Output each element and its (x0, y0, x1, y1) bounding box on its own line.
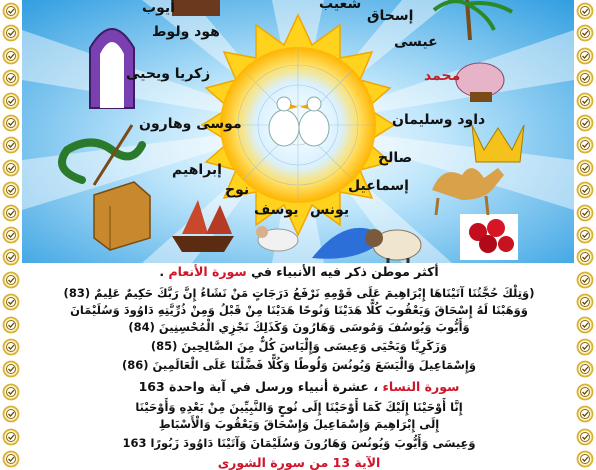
label-muhammad: محمد (424, 68, 461, 84)
label-musa-harun: موسى وهارون (139, 116, 242, 132)
ring-ornament (2, 428, 20, 446)
decorative-border-left (0, 0, 22, 470)
ring-ornament (2, 69, 20, 87)
ring-ornament (576, 92, 594, 110)
ring-ornament (576, 383, 594, 401)
ring-ornament (2, 114, 20, 132)
ring-ornament (2, 92, 20, 110)
ring-ornament (2, 136, 20, 154)
label-yusuf: يوسف (254, 202, 299, 218)
ring-ornament (2, 2, 20, 20)
ring-ornament (576, 114, 594, 132)
roses-image (460, 214, 518, 260)
label-shuayb: شعيب (319, 0, 362, 12)
ring-ornament (2, 316, 20, 334)
ring-ornament (576, 24, 594, 42)
label-dawud-sulayman: داود وسليمان (392, 112, 486, 128)
ring-ornament (2, 293, 20, 311)
ring-ornament (576, 2, 594, 20)
ring-ornament (2, 24, 20, 42)
ring-ornament (576, 159, 594, 177)
ring-ornament (576, 293, 594, 311)
verse-163-part1: إِنَّا أَوْحَيْنَا إِلَيْكَ كَمَا أَوْحَيْنَا إِلَى نُوحٍ وَالنَّبِيِّينَ مِنْ بَعْدِهِ وَأَوْحَيْنَا (135, 400, 463, 414)
ring-ornament (576, 428, 594, 446)
ring-ornament (576, 316, 594, 334)
ring-ornament (2, 271, 20, 289)
verse-84-part1: وَوَهَبْنَا لَهُ إِسْحَاقَ وَيَعْقُوبَ كُلًّا هَدَيْنَا وَنُوحًا هَدَيْنَا مِنْ قَبْلُ وَمِنْ ذُرِّيَّتِهِ دَاوُودَ وَسُلَيْمَانَ (70, 303, 528, 317)
ring-ornament (576, 226, 594, 244)
ring-ornament (576, 69, 594, 87)
decorative-border-right (574, 0, 596, 470)
ring-ornament (576, 204, 594, 222)
surah-anam-highlight: سورة الأنعام (168, 264, 247, 279)
nisa-line (26, 379, 572, 394)
verse-83: (وَتِلْكَ حُجَّتُنَا آتَيْنَاهَا إِبْرَاهِيمَ عَلَى قَوْمِهِ نَرْفَعُ دَرَجَاتٍ مَنْ نَشَاءُ إِنَّ رَبَّكَ حَكِيمٌ عَلِيمٌ (83) (63, 286, 535, 300)
verse-84-part2: وَأَيُّوبَ وَيُوسُفَ وَمُوسَى وَهَارُونَ وَكَذَلِكَ نَجْزِي الْمُحْسِنِينَ (84) (128, 320, 470, 334)
ring-ornament (576, 136, 594, 154)
label-zakariya-yahya: زكريا ويحيى (126, 66, 211, 82)
intro-line (26, 264, 572, 279)
ring-ornament (2, 338, 20, 356)
label-hud-lut: هود ولوط (152, 24, 220, 40)
label-ibrahim: إبراهيم (172, 162, 222, 178)
verse-163-part2: إِلَى إِبْرَاهِيمَ وَإِسْمَاعِيلَ وَإِسْحَاقَ وَيَعْقُوبَ وَالْأَسْبَاطِ (158, 417, 440, 431)
label-ishaq: إسحاق (367, 8, 414, 24)
verse-86: وَإِسْمَاعِيلَ وَالْيَسَعَ وَيُونُسَ وَلُوطًا وَكُلًّا فَضَّلْنَا عَلَى الْعَالَمِينَ (86) (121, 358, 476, 372)
ring-ornament (576, 47, 594, 65)
ring-ornament (576, 181, 594, 199)
label-yunus: يونس (310, 202, 350, 218)
verse-85: وَزَكَرِيَّا وَيَحْيَى وَعِيسَى وَإِلْيَاسَ كُلٌّ مِنَ الصَّالِحِينَ (85) (150, 339, 448, 353)
ring-ornament (2, 204, 20, 222)
ring-ornament (2, 360, 20, 378)
label-nuh: نوح (225, 182, 250, 198)
ring-ornament (2, 47, 20, 65)
ring-ornament (576, 271, 594, 289)
shura-reference: الآية 13 من سورة الشورى (217, 455, 381, 470)
ring-ornament (2, 181, 20, 199)
ring-ornament (576, 338, 594, 356)
prophets-poster (22, 0, 574, 263)
intro-period: . (159, 264, 165, 279)
intro-text: أكثر موطن ذكر فيه الأنبياء في (251, 264, 439, 279)
ring-ornament (2, 226, 20, 244)
label-isa: عيسى (394, 34, 438, 50)
ring-ornament (576, 405, 594, 423)
ring-ornament (2, 248, 20, 266)
ring-ornament (2, 383, 20, 401)
ring-ornament (576, 360, 594, 378)
label-ismail: إسماعيل (348, 178, 409, 194)
label-salih: صالح (378, 150, 413, 166)
verses-text (26, 263, 572, 470)
nisa-description: ، عشرة أنبياء ورسل في آية واحدة 163 (138, 379, 379, 394)
verse-163-part3: وَعِيسَى وَأَيُّوبَ وَيُونُسَ وَهَارُونَ وَسُلَيْمَانَ وَآتَيْنَا دَاوُودَ زَبُورًا 163 (122, 436, 476, 450)
ring-ornament (576, 248, 594, 266)
ring-ornament (2, 405, 20, 423)
ring-ornament (2, 450, 20, 468)
surah-nisa-highlight: سورة النساء (382, 379, 460, 394)
brick-kaaba-image (94, 182, 150, 250)
ring-ornament (2, 159, 20, 177)
kaaba-shape (172, 0, 220, 16)
poster-illustration (22, 0, 574, 263)
ring-ornament (576, 450, 594, 468)
label-ayyub: أيوب (142, 0, 175, 16)
